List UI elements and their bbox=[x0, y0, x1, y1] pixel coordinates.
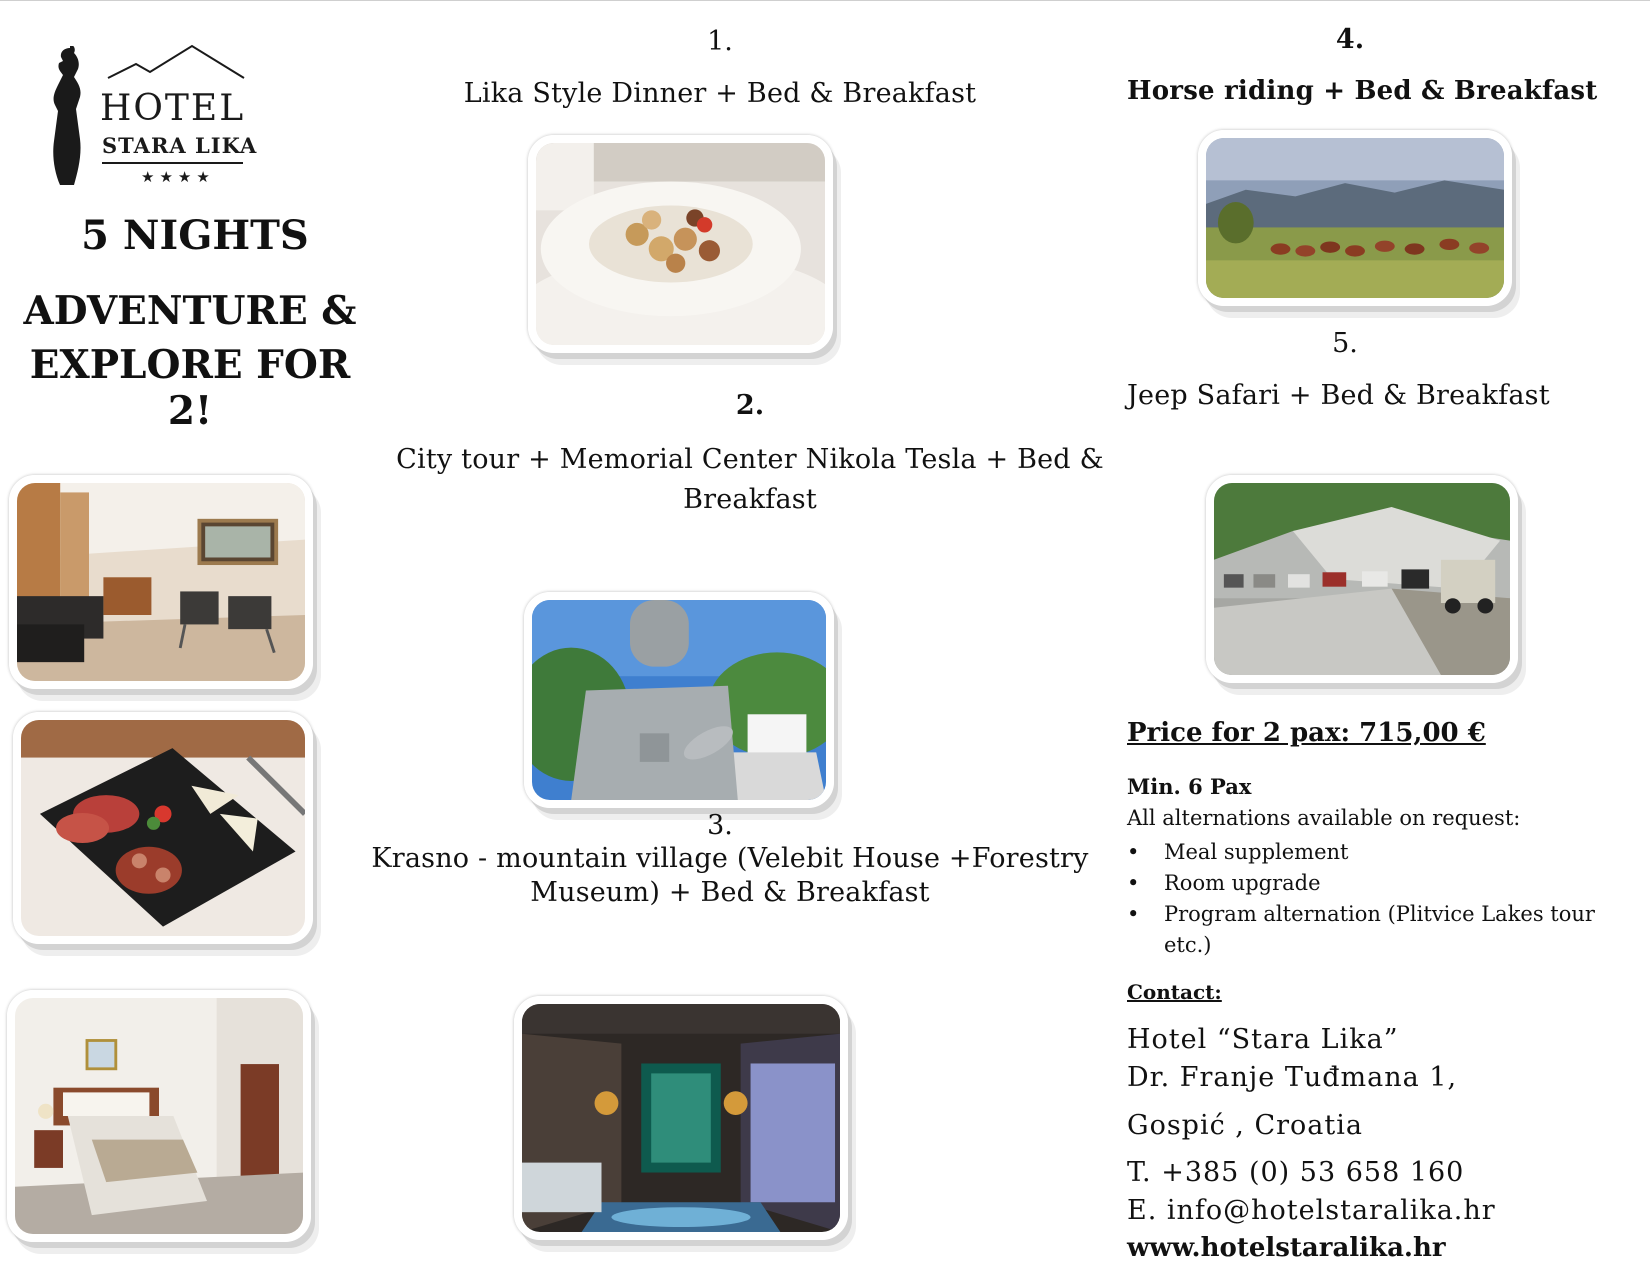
hotel-logo bbox=[50, 44, 260, 194]
item3-title-line2: Museum) + Bed & Breakfast bbox=[530, 877, 930, 908]
option-room-upgrade: • Room upgrade bbox=[1127, 868, 1617, 899]
lobby-photo bbox=[9, 475, 313, 689]
contact-phone: T. +385 (0) 53 658 160 bbox=[1127, 1157, 1465, 1188]
item1-title: Lika Style Dinner + Bed & Breakfast bbox=[463, 78, 977, 109]
item2-title-line2: Breakfast bbox=[683, 484, 817, 515]
contact-city: Gospić , Croatia bbox=[1127, 1110, 1363, 1141]
statue-silhouette-icon bbox=[50, 46, 90, 196]
museum-photo bbox=[514, 996, 848, 1240]
item5-number: 5. bbox=[1332, 328, 1358, 359]
contact-heading: Contact: bbox=[1127, 980, 1222, 1004]
dinner-photo bbox=[528, 135, 833, 353]
contact-street: Dr. Franje Tuđmana 1, bbox=[1127, 1062, 1458, 1093]
item1-number: 1. bbox=[707, 26, 733, 57]
platter-photo bbox=[13, 712, 313, 944]
options-list bbox=[1127, 837, 1617, 961]
alternations-note: All alternations available on request: bbox=[1127, 806, 1521, 830]
logo-underline bbox=[102, 162, 243, 164]
headline-title-line1: ADVENTURE & bbox=[23, 288, 357, 334]
item3-number: 3. bbox=[707, 810, 733, 841]
room-photo bbox=[7, 990, 311, 1242]
headline-title-line2: EXPLORE FOR 2! bbox=[29, 342, 351, 434]
horse-riding-photo bbox=[1198, 130, 1512, 306]
bullet: • bbox=[1127, 840, 1140, 864]
contact-email[interactable]: E. info@hotelstaralika.hr bbox=[1127, 1195, 1496, 1226]
top-border-line bbox=[0, 0, 1650, 1]
bullet: • bbox=[1127, 871, 1140, 895]
item5-title: Jeep Safari + Bed & Breakfast bbox=[1127, 380, 1550, 411]
item3-title-line1: Krasno - mountain village (Velebit House +Forestry bbox=[371, 843, 1089, 874]
option-program-alternation: • Program alternation (Plitvice Lakes tour etc.) bbox=[1127, 899, 1617, 961]
item4-title: Horse riding + Bed & Breakfast bbox=[1127, 76, 1598, 106]
logo-stars: ★★★★ bbox=[141, 168, 215, 186]
contact-website[interactable]: www.hotelstaralika.hr bbox=[1127, 1233, 1446, 1263]
logo-name: STARA LIKA bbox=[102, 133, 258, 158]
price-label: Price for 2 pax: 715,00 € bbox=[1127, 718, 1486, 748]
bullet: • bbox=[1127, 902, 1140, 926]
tesla-statue-photo bbox=[524, 592, 834, 808]
item2-number: 2. bbox=[735, 390, 765, 421]
mountain-roof-icon bbox=[106, 44, 246, 80]
item2-title-line1: City tour + Memorial Center Nikola Tesla + Bed & bbox=[396, 444, 1104, 475]
item4-number: 4. bbox=[1335, 24, 1365, 55]
headline-nights: 5 NIGHTS bbox=[81, 212, 309, 259]
logo-word: HOTEL bbox=[100, 88, 246, 129]
option-meal-supplement: • Meal supplement bbox=[1127, 837, 1617, 868]
jeep-safari-photo bbox=[1206, 475, 1518, 683]
contact-name: Hotel “Stara Lika” bbox=[1127, 1024, 1399, 1055]
min-pax: Min. 6 Pax bbox=[1127, 774, 1252, 799]
